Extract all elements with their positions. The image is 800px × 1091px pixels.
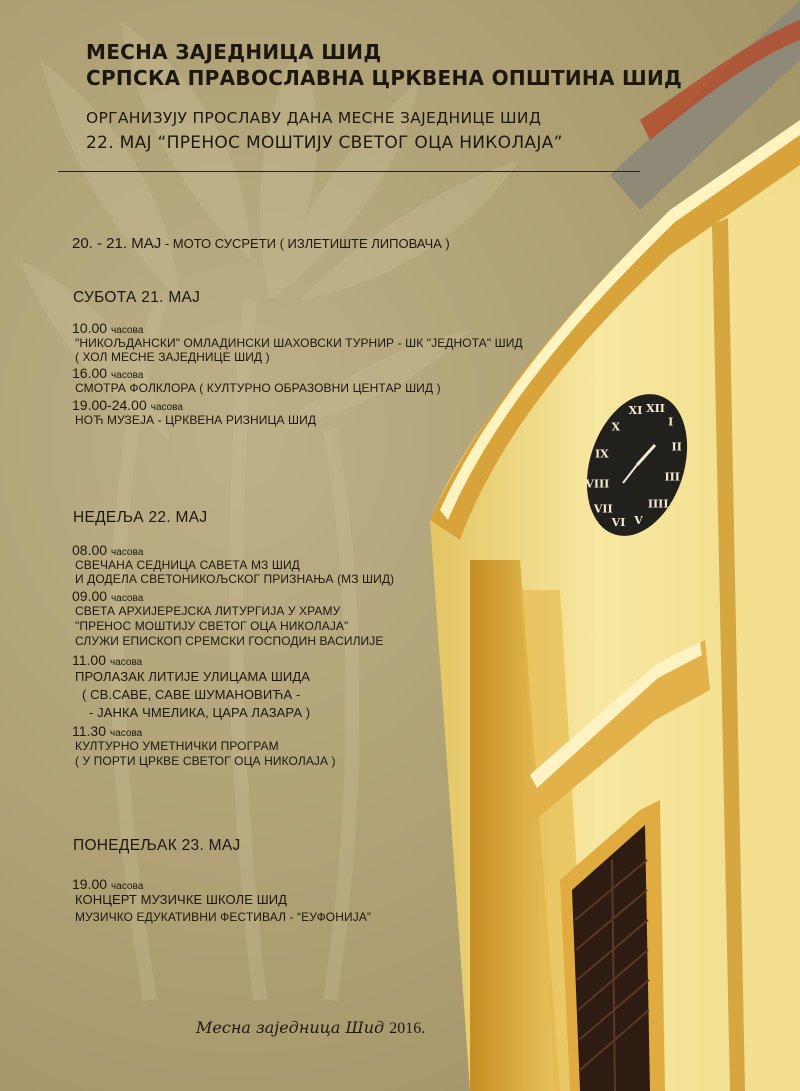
- moto-date: 20. - 21. МАЈ: [72, 235, 162, 252]
- clock-numeral: XI: [628, 403, 643, 417]
- clock-numeral: IIII: [647, 497, 669, 511]
- event-line: СЛУЖИ ЕПИСКОП СРЕМСКИ ГОСПОДИН ВАСИЛИЈЕ: [75, 634, 384, 648]
- signature-text: Месна заједница Шид: [196, 1018, 385, 1037]
- event-time: 08.00 часова: [72, 542, 144, 558]
- event-line: И ДОДЕЛА СВЕТОНИКОЉСКОГ ПРИЗНАЊА (МЗ ШИД): [75, 572, 395, 586]
- organizer-title-2: СРПСКА ПРАВОСЛАВНА ЦРКВЕНА ОПШТИНА ШИД: [86, 66, 683, 90]
- clock-numeral: III: [664, 470, 680, 484]
- clock-numeral: I: [668, 415, 674, 429]
- event-line: МУЗИЧКО ЕДУКАТИВНИ ФЕСТИВАЛ - “ЕУФОНИЈА”: [75, 910, 372, 924]
- event-line: ПРОЛАЗАК ЛИТИЈЕ УЛИЦАМА ШИДА: [75, 669, 311, 684]
- event-time: 19.00 часова: [72, 876, 144, 892]
- event-line: ( ХОЛ МЕСНЕ ЗАЈЕДНИЦЕ ШИД ): [75, 350, 270, 364]
- event-time: 19.00-24.00 часова: [72, 397, 183, 413]
- clock-numeral: VI: [611, 516, 626, 530]
- event-time: 10.00 часова: [72, 320, 144, 336]
- day-title: НЕДЕЉА 22. МАЈ: [73, 509, 208, 526]
- event-line: КУЛТУРНО УМЕТНИЧКИ ПРОГРАМ: [75, 739, 279, 753]
- event-line: ( У ПОРТИ ЦРКВЕ СВЕТОГ ОЦА НИКОЛАЈА ): [75, 754, 336, 768]
- clock-numeral: V: [634, 514, 643, 528]
- event-time: 11.30 часова: [72, 723, 143, 739]
- clock-numeral: VIII: [585, 477, 610, 491]
- tower-clock-icon: [585, 385, 690, 545]
- day-title: ПОНЕДЕЉАК 23. МАЈ: [73, 837, 241, 854]
- event-time: 09.00 часова: [72, 588, 144, 604]
- event-line: СВЕЧАНА СЕДНИЦА САВЕТА МЗ ШИД: [75, 558, 300, 572]
- event-line: НОЋ МУЗЕЈА - ЦРКВЕНА РИЗНИЦА ШИД: [75, 413, 317, 427]
- footer-signature: [196, 1018, 425, 1038]
- event-line: ( СВ.САВЕ, САВЕ ШУМАНОВИЋА -: [82, 687, 301, 702]
- event-line: КОНЦЕРТ МУЗИЧКЕ ШКОЛЕ ШИД: [75, 892, 288, 907]
- event-line: СВЕТА АРХИЈЕРЕЈСКА ЛИТУРГИЈА У ХРАМУ: [75, 604, 341, 618]
- day-title: СУБОТА 21. МАЈ: [73, 289, 201, 306]
- organizer-title-1: МЕСНА ЗАЈЕДНИЦА ШИД: [86, 40, 382, 64]
- event-line: - ЈАНКА ЧМЕЛИКА, ЦАРА ЛАЗАРА ): [89, 705, 311, 720]
- clock-numeral: VII: [593, 502, 613, 516]
- footer-year: 2016.: [389, 1020, 426, 1037]
- clock-numeral: XII: [646, 401, 665, 415]
- event-time: 11.00 часова: [72, 652, 143, 668]
- event-line: "ПРЕНОС МОШТИЈУ СВЕТОГ ОЦА НИКОЛАЈА": [75, 619, 349, 633]
- event-line: СМОТРА ФОЛКЛОРА ( КУЛТУРНО ОБРАЗОВНИ ЦЕНТАР ШИД ): [75, 381, 441, 395]
- clock-numeral: X: [611, 420, 621, 434]
- clock-numeral: IX: [594, 447, 609, 461]
- event-time: 16.00 часова: [72, 365, 144, 381]
- main-date-headline: 22. МАЈ “ПРЕНОС МОШТИЈУ СВЕТОГ ОЦА НИКОЛАЈА”: [86, 133, 563, 153]
- subtitle: ОРГАНИЗУЈУ ПРОСЛАВУ ДАНА МЕСНЕ ЗАЈЕДНИЦЕ ШИД: [86, 109, 542, 127]
- event-line: "НИКОЉДАНСКИ" ОМЛАДИНСКИ ШАХОВСКИ ТУРНИР - ШК "ЈЕДНОТА" ШИД: [75, 336, 523, 350]
- header-divider: [58, 171, 640, 172]
- moto-event: [72, 235, 450, 252]
- clock-numeral: II: [671, 440, 682, 454]
- moto-text: - МОТО СУСРЕТИ ( ИЗЛЕТИШТЕ ЛИПОВАЧА ): [161, 236, 450, 251]
